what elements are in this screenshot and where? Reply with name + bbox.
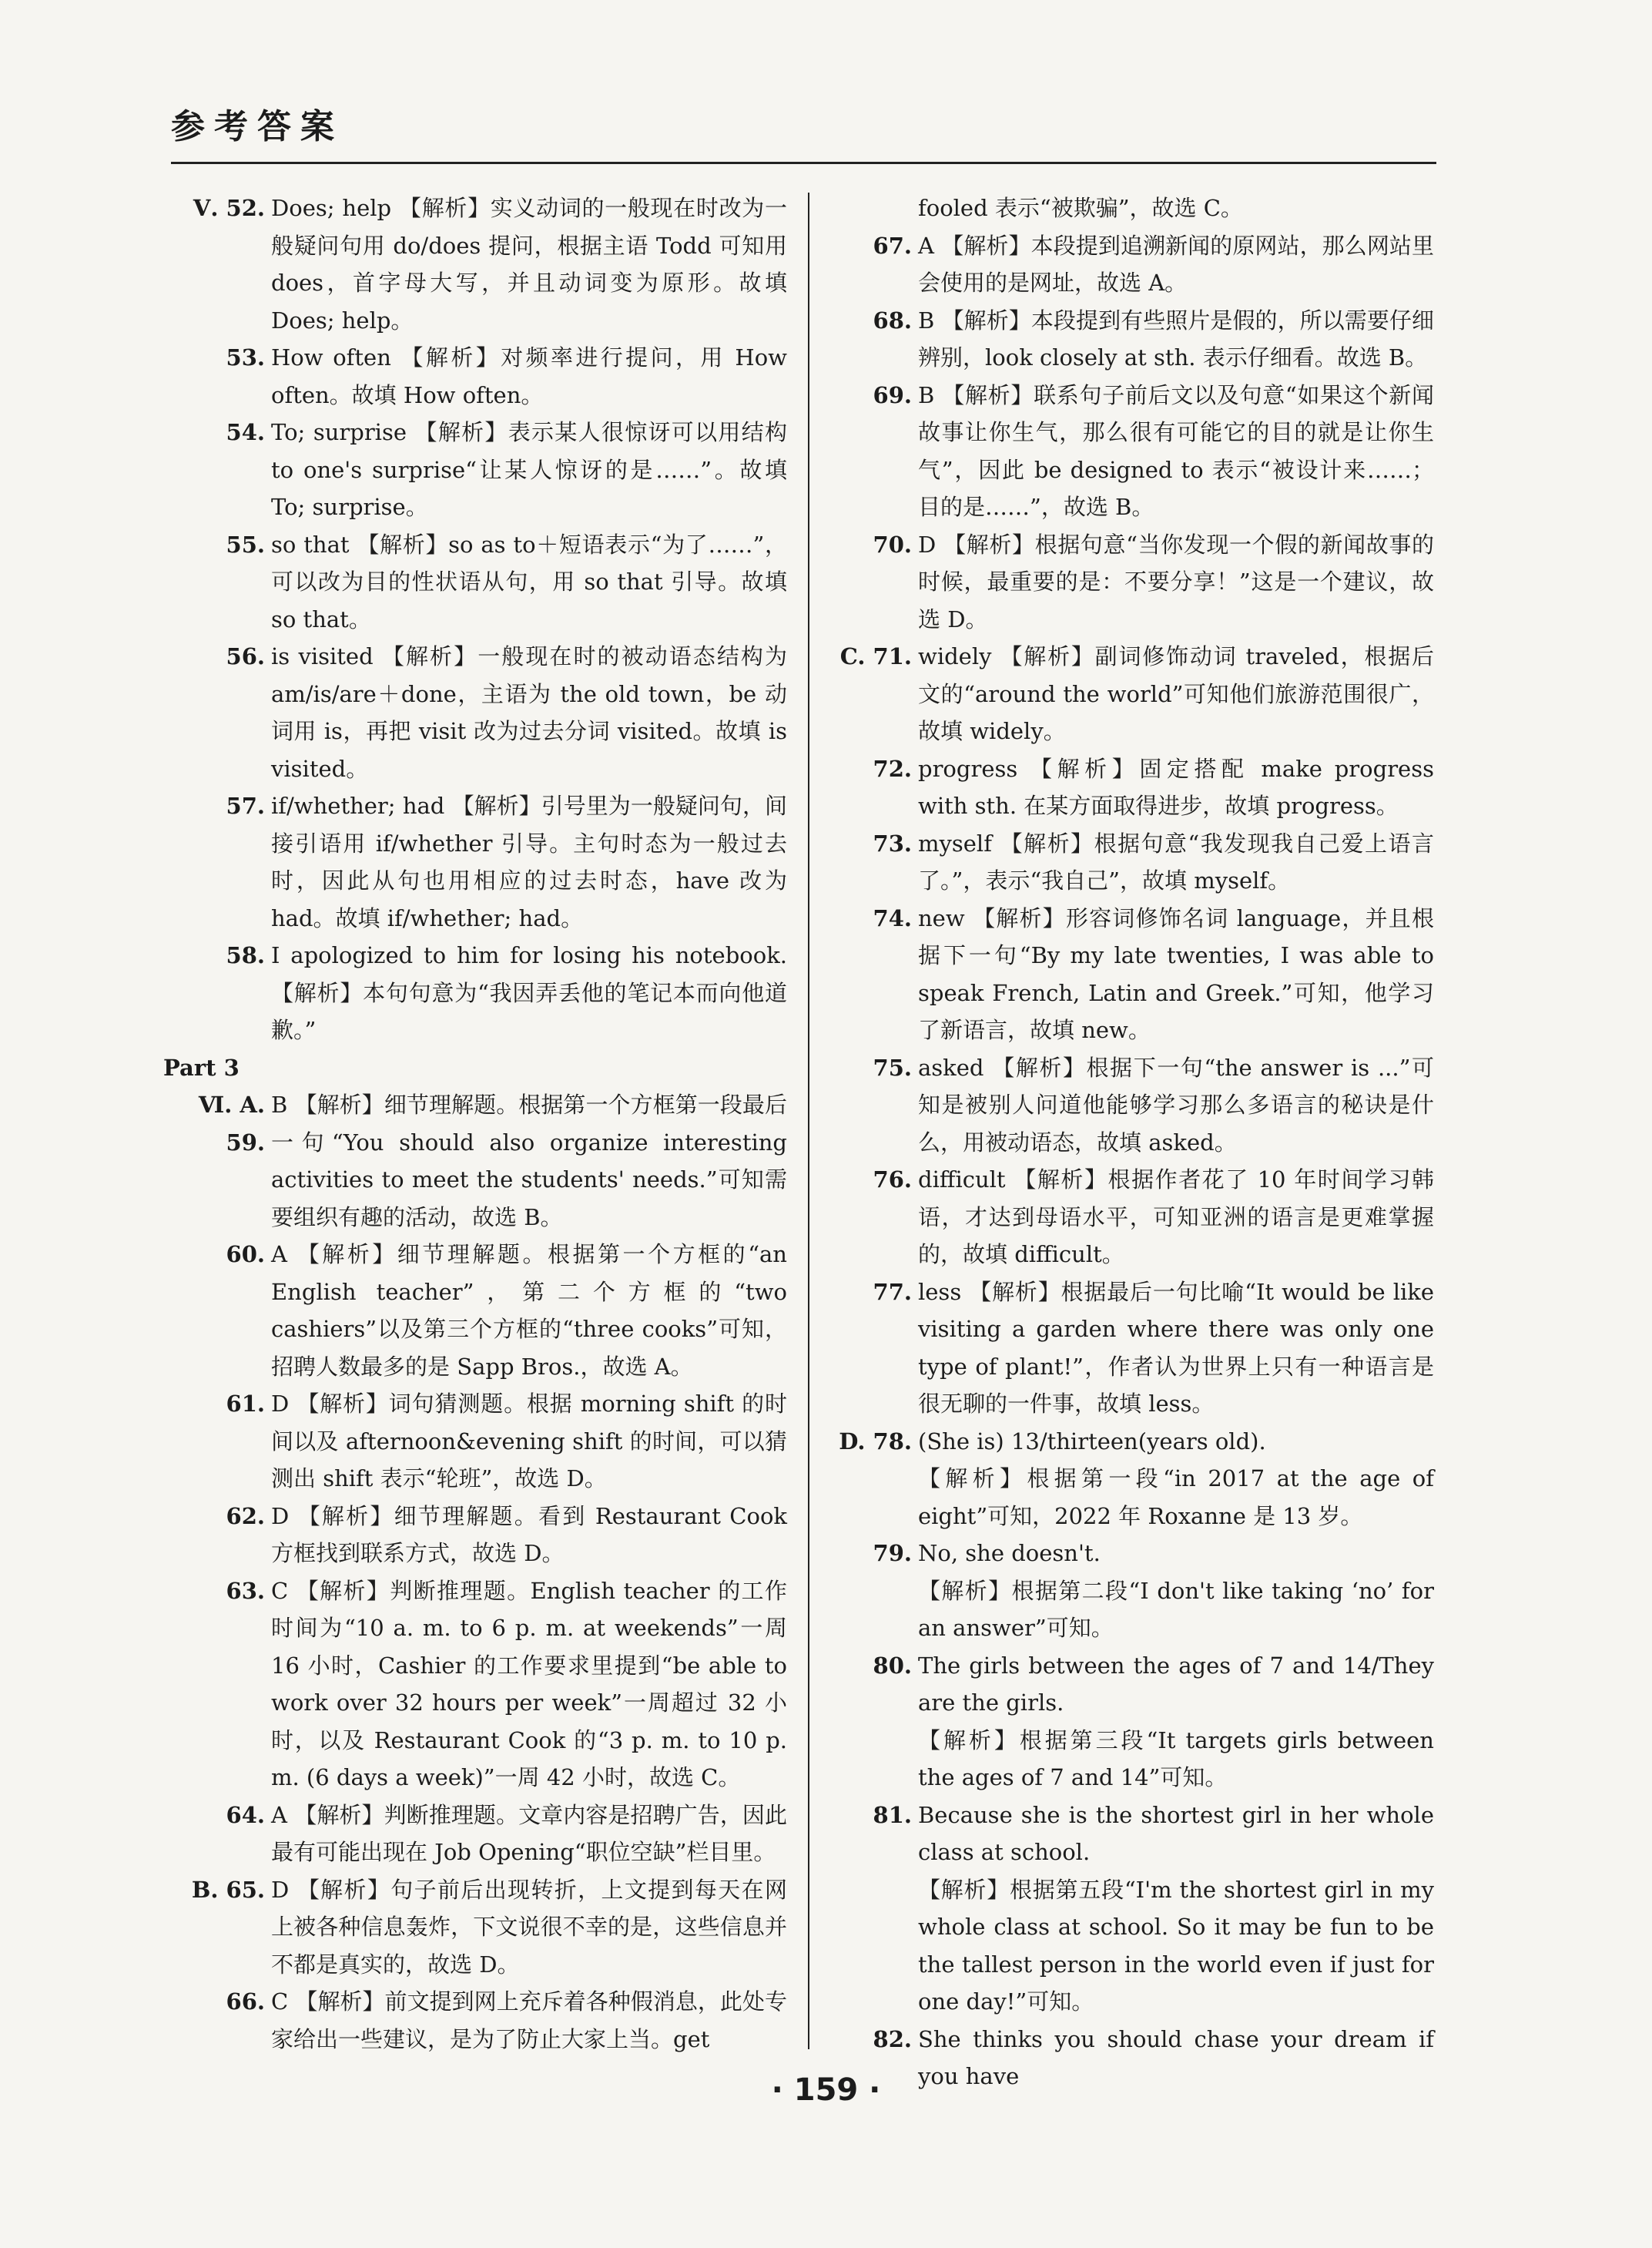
answer-entry: [849, 1647, 1434, 1722]
answer-text: if/whether; had 【解析】引号里为一般疑问句，间接引语用 if/whether 引导。主句时态为一般过去时，因此从句也用相应的过去时态，have 改为 had。故填 if/whether; had。: [271, 793, 787, 931]
answer-text: A 【解析】本段提到追溯新闻的原网站，那么网站里会使用的是网址，故选 A。: [918, 232, 1434, 296]
question-number: 80.: [873, 1652, 912, 1679]
question-number: 82.: [873, 2025, 912, 2052]
header-rule: [171, 162, 1436, 164]
answer-text: difficult 【解析】根据作者花了 10 年时间学习韩语，才达到母语水平，可知亚洲的语言是更难掌握的，故填 difficult。: [918, 1166, 1434, 1267]
answer-text: C 【解析】判断推理题。English teacher 的工作时间为“10 a. m. to 6 p. m. at weekends”一周 16 小时，Cashier 的工作要求里提到“be able to work over 32 hours per week”一周超过 32 小时，以及 Restaurant Cook 的“3 p. m. to 10 p. m. (6 days a week)”一周 42 小时，故选 C。: [271, 1577, 787, 1790]
question-number: 79.: [873, 1540, 912, 1566]
question-number: 58.: [226, 942, 265, 968]
answer-entry: [849, 1273, 1434, 1423]
answer-text: widely 【解析】副词修饰动词 traveled，根据后文的“around the world”可知他们旅游范围很广，故填 widely。: [918, 643, 1434, 744]
question-number: Ⅴ. 52.: [193, 195, 265, 221]
answer-entry: [849, 1797, 1434, 1871]
question-number: 55.: [226, 531, 265, 558]
page-number: · 159 ·: [771, 2072, 881, 2108]
answer-entry: [849, 1049, 1434, 1162]
answer-text: (She is) 13/thirteen(years old).: [918, 1428, 1266, 1454]
column-divider: [808, 193, 809, 2049]
answer-text: less 【解析】根据最后一句比喻“It would be like visiting a garden where there was only one type of plant!”，作者认为世界上只有一种语言是很无聊的一件事，故填 less。: [918, 1278, 1434, 1417]
left-column: [163, 190, 787, 2058]
answer-text: myself 【解析】根据句意“我发现我自己爱上语言了。”，表示“我自己”，故填 myself。: [918, 830, 1434, 894]
answer-text: 【解析】根据第二段“I don't like taking ‘no’ for an answer”可知。: [918, 1577, 1434, 1641]
answer-entry: [202, 1236, 787, 1385]
question-number: 69.: [873, 381, 912, 408]
answer-text: To; surprise 【解析】表示某人很惊讶可以用结构 to one's surprise“让某人惊讶的是……”。故填 To; surprise。: [271, 419, 787, 520]
answer-text: How often 【解析】对频率进行提问，用 How often。故填 How often。: [271, 344, 787, 408]
answer-text: A 【解析】判断推理题。文章内容是招聘广告，因此最有可能出现在 Job Opening“职位空缺”栏目里。: [271, 1801, 787, 1865]
question-number: 70.: [873, 531, 912, 558]
question-number: 66.: [226, 1988, 265, 2015]
answer-entry: [202, 339, 787, 414]
question-number: 68.: [873, 307, 912, 334]
answer-text: D 【解析】根据句意“当你发现一个假的新闻故事的时候，最重要的是：不要分享！”这是一个建议，故选 D。: [918, 531, 1434, 632]
question-number: 72.: [873, 755, 912, 782]
answer-entry: [839, 638, 1434, 750]
right-column: [839, 190, 1434, 2095]
question-number: Ⅵ. A. 59.: [198, 1092, 265, 1156]
question-number: 73.: [873, 830, 912, 857]
answer-text: No, she doesn't.: [918, 1540, 1101, 1566]
answer-text: so that 【解析】so as to＋短语表示“为了……”，可以改为目的性状语从句，用 so that 引导。故填 so that。: [271, 531, 787, 632]
answer-text: Does; help 【解析】实义动词的一般现在时改为一般疑问句用 do/does 提问，根据主语 Todd 可知用 does，首字母大写，并且动词变为原形。故填 Does; help。: [271, 195, 787, 334]
answer-text: C 【解析】前文提到网上充斥着各种假消息，此处专家给出一些建议，是为了防止大家上当。get: [271, 1988, 787, 2052]
answer-text: The girls between the ages of 7 and 14/They are the girls.: [918, 1652, 1434, 1716]
answer-entry: [193, 190, 787, 339]
answer-entry: [202, 787, 787, 937]
answer-text: progress 【解析】固定搭配 make progress with sth. 在某方面取得进步，故填 progress。: [918, 755, 1434, 819]
question-number: 76.: [873, 1166, 912, 1193]
question-number: 77.: [873, 1278, 912, 1305]
question-number: D. 78.: [839, 1428, 912, 1454]
answer-text: I apologized to him for losing his notebook. 【解析】本句句意为“我因弄丢他的笔记本而向他道歉。”: [271, 942, 787, 1043]
answer-entry: [202, 1572, 787, 1797]
answer-entry: [849, 190, 1434, 227]
answer-entry: [202, 1797, 787, 1871]
answer-text: 【解析】根据第一段“in 2017 at the age of eight”可知，2022 年 Roxanne 是 13 岁。: [918, 1465, 1434, 1529]
question-number: 57.: [226, 793, 265, 819]
page-header-title: 参考答案: [171, 107, 343, 146]
question-number: 53.: [226, 344, 265, 371]
question-number: C. 71.: [839, 643, 912, 669]
answer-entry: [849, 302, 1434, 377]
question-number: 64.: [226, 1801, 265, 1828]
answer-entry: [849, 1161, 1434, 1273]
answer-text: fooled 表示“被欺骗”，故选 C。: [918, 195, 1243, 221]
question-number: 61.: [226, 1391, 265, 1417]
answer-entry: [849, 1722, 1434, 1797]
answer-entry: [849, 377, 1434, 526]
question-number: B. 65.: [191, 1876, 265, 1903]
answer-entry: [849, 1572, 1434, 1647]
answer-text: B 【解析】本段提到有些照片是假的，所以需要仔细辨别，look closely at sth. 表示仔细看。故选 B。: [918, 307, 1434, 371]
part-heading: Part 3: [163, 1054, 240, 1081]
question-number: 54.: [226, 419, 265, 445]
answer-text: is visited 【解析】一般现在时的被动语态结构为 am/is/are＋done，主语为 the old town，be 动词用 is，再把 visit 改为过去分词 visited。故填 is visited。: [271, 643, 787, 782]
answer-entry: [191, 1871, 787, 1984]
answer-text: new 【解析】形容词修饰名词 language，并且根据下一句“By my late twenties, I was able to speak French, Latin and Greek.”可知，他学习了新语言，故填 new。: [918, 904, 1434, 1043]
answer-text: asked 【解析】根据下一句“the answer is ...”可知是被别人问道他能够学习那么多语言的秘诀是什么，用被动语态，故填 asked。: [918, 1054, 1434, 1156]
answer-text: D 【解析】词句猜测题。根据 morning shift 的时间以及 afternoon&evening shift 的时间，可以猜测出 shift 表示“轮班”，故选 D。: [271, 1391, 787, 1491]
answer-text: D 【解析】句子前后出现转折，上文提到每天在网上被各种信息轰炸，下文说很不幸的是，这些信息并不都是真实的，故选 D。: [271, 1876, 787, 1978]
question-number: 74.: [873, 904, 912, 931]
answer-entry: [202, 638, 787, 787]
answer-entry: [849, 750, 1434, 825]
answer-entry: [202, 1385, 787, 1498]
answer-entry: [849, 1871, 1434, 2021]
answer-entry: [849, 526, 1434, 639]
answer-entry: [202, 526, 787, 639]
answer-entry: [849, 900, 1434, 1049]
question-number: 56.: [226, 643, 265, 669]
answer-entry: [198, 1086, 787, 1236]
answer-text: B 【解析】联系句子前后文以及句意“如果这个新闻故事让你生气，那么很有可能它的目的就是让你生气”，因此 be designed to 表示“被设计来……；目的是……”，故选 B。: [918, 381, 1434, 520]
answer-entry: [849, 825, 1434, 900]
question-number: 60.: [226, 1241, 265, 1267]
question-number: 62.: [226, 1502, 265, 1529]
answer-text: A 【解析】细节理解题。根据第一个方框的“an English teacher”，第二个方框的“two cashiers”以及第三个方框的“three cooks”可知，招聘人数最多的是 Sapp Bros.，故选 A。: [271, 1241, 787, 1380]
answer-entry: [202, 1983, 787, 2058]
answer-text: D 【解析】细节理解题。看到 Restaurant Cook 方框找到联系方式，故选 D。: [271, 1502, 787, 1566]
answer-entry: [849, 1535, 1434, 1572]
answer-text: 【解析】根据第三段“It targets girls between the ages of 7 and 14”可知。: [918, 1726, 1434, 1790]
answer-entry: [202, 1498, 787, 1572]
question-number: 63.: [226, 1577, 265, 1604]
question-number: 75.: [873, 1054, 912, 1081]
answer-text: She thinks you should chase your dream if you have: [918, 2025, 1434, 2089]
answer-entry: [849, 1460, 1434, 1535]
answer-entry: [202, 937, 787, 1049]
answer-text: Because she is the shortest girl in her whole class at school.: [918, 1801, 1434, 1865]
answer-text: 【解析】根据第五段“I'm the shortest girl in my whole class at school. So it may be fun to be the tallest person in the world even if just for one day!”可知。: [918, 1876, 1434, 2015]
question-number: 67.: [873, 232, 912, 259]
answer-text: B 【解析】细节理解题。根据第一个方框第一段最后一句“You should also organize interesting activities to meet the students' needs.”可知需要组织有趣的活动，故选 B。: [271, 1092, 787, 1230]
answer-entry: [849, 227, 1434, 302]
question-number: 81.: [873, 1801, 912, 1828]
answer-entry: [839, 1423, 1434, 1461]
answer-entry: [202, 414, 787, 526]
